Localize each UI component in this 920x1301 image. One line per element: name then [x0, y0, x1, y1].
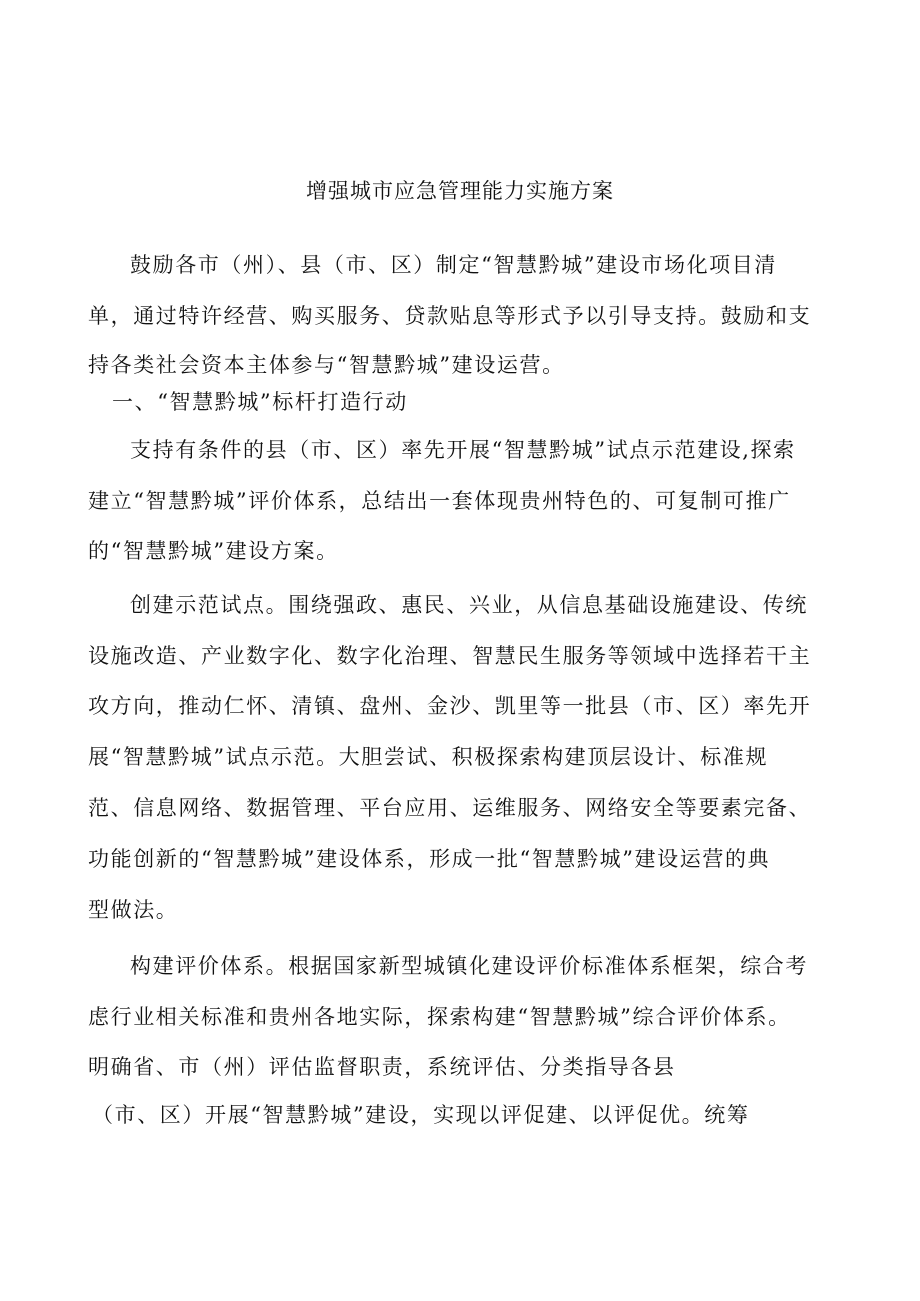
paragraph-line: 设施改造、产业数字化、数字化治理、智慧民生服务等领域中选择若干主: [88, 644, 812, 668]
paragraph-line: 支持有条件的县（市、区）率先开展“智慧黔城”试点示范建设,探索: [130, 438, 796, 462]
paragraph-line: （市、区）开展“智慧黔城”建设，实现以评促建、以评促优。统筹: [92, 1103, 750, 1127]
section-heading: 一、“智慧黔城”标杆打造行动: [112, 390, 408, 414]
page-title: 增强城市应急管理能力实施方案: [306, 179, 614, 203]
paragraph-line: 明确省、市（州）评估监督职责，系统评估、分类指导各县: [88, 1055, 676, 1079]
paragraph-line: 虑行业相关标准和贵州各地实际，探索构建“智慧黔城”综合评价体系。: [88, 1005, 791, 1029]
paragraph-line: 创建示范试点。围绕强政、惠民、兴业，从信息基础设施建设、传统: [130, 593, 808, 617]
paragraph-line: 攻方向，推动仁怀、清镇、盘州、金沙、凯里等一批县（市、区）率先开: [88, 694, 812, 718]
paragraph-line: 持各类社会资本主体参与“智慧黔城”建设运营。: [88, 353, 565, 377]
paragraph-line: 范、信息网络、数据管理、平台应用、运维服务、网络安全等要素完备、: [88, 796, 812, 820]
paragraph-line: 建立“智慧黔城”评价体系，总结出一套体现贵州特色的、可复制可推广: [88, 489, 791, 513]
paragraph-line: 单，通过特许经营、购买服务、贷款贴息等形式予以引导支持。鼓励和支: [88, 304, 812, 328]
paragraph-line: 的“智慧黔城”建设方案。: [88, 539, 339, 563]
paragraph-line: 构建评价体系。根据国家新型城镇化建设评价标准体系框架，综合考: [130, 954, 808, 978]
paragraph-line: 功能创新的“智慧黔城”建设体系，形成一批“智慧黔城”建设运营的典: [88, 847, 771, 871]
paragraph-line: 展“智慧黔城”试点示范。大胆尝试、积极探索构建顶层设计、标准规: [88, 745, 769, 769]
paragraph-line: 鼓励各市（州）、县（市、区）制定“智慧黔城”建设市场化项目清: [130, 253, 777, 277]
paragraph-line: 型做法。: [88, 898, 179, 922]
